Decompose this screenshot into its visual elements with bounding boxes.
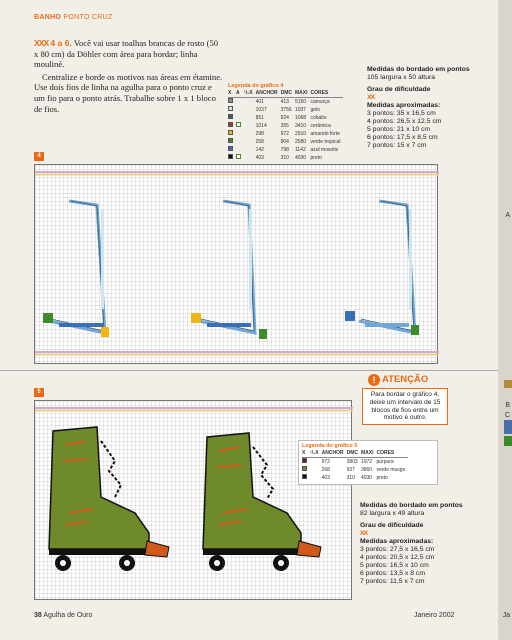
legend-cell: 310 xyxy=(346,474,355,481)
color-swatch-cell xyxy=(228,98,236,107)
legend-header: ANCHOR xyxy=(256,90,281,98)
spine-letter-b: B xyxy=(505,402,510,409)
page-footer-left xyxy=(34,612,92,619)
legend-row xyxy=(228,106,343,114)
legend-cell: 798 xyxy=(280,146,289,153)
approx-size-item: 4 pontos: 20,5 x 12,5 cm xyxy=(360,554,435,561)
approx-size-item: 3 pontos: 35 x 16,5 cm xyxy=(367,110,436,117)
spine-swatch xyxy=(504,436,512,446)
legend-cell: cerâmica xyxy=(310,122,331,129)
legend-table xyxy=(302,450,408,482)
scooter-pattern xyxy=(35,165,439,365)
half-stitch-cell xyxy=(244,98,256,107)
chart-number-5: 5 xyxy=(34,388,44,397)
backstitch-icon xyxy=(236,154,241,159)
approx-size-item: 5 pontos: 21 x 10 cm xyxy=(367,126,431,133)
legend-title: Legenda do gráfico 5 xyxy=(302,443,358,449)
color-swatch xyxy=(302,458,307,463)
color-swatch xyxy=(228,106,233,111)
color-swatch xyxy=(228,114,233,119)
intro-paragraph xyxy=(34,38,224,70)
scooter-motif-2 xyxy=(191,201,267,339)
backstitch-cell xyxy=(236,130,244,138)
legend-cell: 298 xyxy=(255,130,264,137)
half-stitch-cell xyxy=(244,138,256,146)
header-brand: BANHO xyxy=(34,14,62,21)
legend-cell: preto xyxy=(310,154,322,161)
stitch-size-value: 105 largura x 50 altura xyxy=(367,74,436,81)
rollerskate-motif-1 xyxy=(49,427,169,571)
intro-text-1: Você vai usar toalhas brancas de rosto (50 x 80 cm) da Döhler com área para bordar; linha mouliné. xyxy=(34,38,219,70)
legend-header: MAXI xyxy=(295,90,311,98)
rollerskate-pattern xyxy=(35,401,353,601)
backstitch-cell xyxy=(236,122,244,130)
legend-cell: 1014 xyxy=(255,122,267,129)
legend-cell: 2910 xyxy=(294,130,307,137)
color-swatch-cell xyxy=(228,130,236,138)
legend-cell: 924 xyxy=(280,114,289,121)
legend-cell: preto xyxy=(376,474,388,481)
legend-row xyxy=(302,466,408,474)
intro-text-2: Centralize e borde os motivos nas áreas em étamine. Use dois fios de linha na agulha para o ponto cruz e um fio para o ponto atrás. Trabalhe sobre 1 x 1 bloco de fios. xyxy=(34,71,223,114)
legend-header: DMC xyxy=(347,450,361,458)
binding-edge xyxy=(498,0,512,640)
legend-cell: 413 xyxy=(280,98,289,105)
difficulty-marks: XX xyxy=(367,94,375,101)
legend-header: ANCHOR xyxy=(322,450,347,458)
legend-cell: azul mosotis xyxy=(310,146,339,153)
page-header xyxy=(34,14,113,21)
legend-cell: 937 xyxy=(346,466,355,473)
legend-header: X xyxy=(228,90,236,98)
color-swatch xyxy=(228,154,233,159)
legend-header: ¹/₂X xyxy=(310,450,322,458)
legend-row xyxy=(228,154,343,162)
legend-cell: 5150 xyxy=(294,98,307,105)
color-swatch-cell xyxy=(228,138,236,146)
backstitch-cell xyxy=(236,138,244,146)
legend-cell: 3860 xyxy=(360,466,373,473)
half-stitch-cell xyxy=(310,466,322,474)
legend-header: ¹/₂X xyxy=(244,90,256,98)
approx-size-item: 4 pontos: 26,5 x 12,5 cm xyxy=(367,118,442,125)
legend-header: CORES xyxy=(376,450,408,458)
approx-size-item: 6 pontos: 17,5 x 8,5 cm xyxy=(367,134,438,141)
legend-row xyxy=(302,474,408,482)
difficulty-symbol: XXX xyxy=(34,38,49,48)
legend-row xyxy=(228,130,343,138)
attention-heading xyxy=(368,371,428,389)
color-swatch-cell xyxy=(302,474,310,482)
legend-cell: verde tropical xyxy=(310,138,341,145)
legend-cell: verde musgo xyxy=(376,466,406,473)
stitch-size-value: 82 largura x 49 altura xyxy=(360,510,425,517)
approx-size-item: 5 pontos: 16,5 x 10 cm xyxy=(360,562,429,569)
spine-letter-a: A xyxy=(505,212,510,219)
approx-sizes xyxy=(367,110,487,150)
legend-row xyxy=(228,122,343,130)
legend-row xyxy=(228,146,343,154)
legend-cell: gelo xyxy=(310,106,320,113)
legend-chart-5 xyxy=(298,440,438,485)
approx-sizes xyxy=(360,546,490,586)
legend-table xyxy=(228,90,343,162)
legend-row xyxy=(228,138,343,146)
legend-cell: 268 xyxy=(321,466,330,473)
approx-size-item: 6 pontos: 13,5 x 8 cm xyxy=(360,570,425,577)
color-swatch-cell xyxy=(228,154,236,162)
info-chart-5 xyxy=(360,502,490,586)
legend-cell: amarelo forte xyxy=(310,130,340,137)
spine-letter-ja: Ja xyxy=(502,612,510,619)
intro-text xyxy=(34,38,224,116)
scooter-motif-1 xyxy=(43,201,109,337)
chart-4-grid xyxy=(34,164,438,364)
backstitch-cell xyxy=(236,146,244,154)
legend-cell: 403 xyxy=(255,154,264,161)
legend-cell: 3756 xyxy=(280,106,292,113)
backstitch-cell xyxy=(236,98,244,107)
color-swatch xyxy=(302,474,307,479)
stitch-size-heading: Medidas do bordado em pontos xyxy=(360,502,463,509)
legend-cell: 2580 xyxy=(294,138,307,145)
backstitch-icon xyxy=(236,122,241,127)
legend-row xyxy=(302,458,408,467)
backstitch-cell xyxy=(236,114,244,122)
attention-note: Para bordar o gráfico 4, deixe um intervalo de 15 blocos de fios entre um motivo e outro. xyxy=(362,388,448,425)
chart-number-4: 4 xyxy=(34,152,44,161)
attention-title: ATENÇÃO xyxy=(382,374,429,386)
legend-cell: 1972 xyxy=(360,458,373,465)
legend-cell: 1068 xyxy=(294,114,307,121)
half-stitch-cell xyxy=(310,458,322,467)
approx-size-item: 3 pontos: 27,5 x 16,5 cm xyxy=(360,546,435,553)
backstitch-cell xyxy=(236,154,244,162)
legend-title: Legenda do gráfico 4 xyxy=(228,83,284,89)
legend-cell: 355 xyxy=(280,122,289,129)
legend-cell: 904 xyxy=(280,138,289,145)
color-swatch-cell xyxy=(228,114,236,122)
legend-cell: 401 xyxy=(255,98,264,105)
legend-cell: 1142 xyxy=(294,146,306,153)
issue-date: Janeiro 2002 xyxy=(414,612,455,619)
spine-swatch xyxy=(504,380,512,388)
magazine-name: Agulha de Ouro xyxy=(43,612,93,619)
spine-swatch xyxy=(504,420,512,434)
legend-cell: púrpura xyxy=(376,458,394,465)
legend-header: X xyxy=(302,450,310,458)
legend-header: CORES xyxy=(310,90,343,98)
legend-cell: 3410 xyxy=(294,122,307,129)
header-section: PONTO CRUZ xyxy=(63,14,113,21)
half-stitch-cell xyxy=(244,130,256,138)
color-swatch xyxy=(302,466,307,471)
approx-size-item: 7 pontos: 15 x 7 cm xyxy=(367,142,427,149)
color-swatch-cell xyxy=(302,466,310,474)
approx-heading: Medidas aproximadas: xyxy=(367,102,441,109)
color-swatch xyxy=(228,98,233,103)
legend-cell: cobalto xyxy=(310,114,327,121)
difficulty-marks: XX xyxy=(360,530,368,537)
half-stitch-cell xyxy=(244,106,256,114)
half-stitch-cell xyxy=(244,122,256,130)
legend-cell: 310 xyxy=(280,154,289,161)
half-stitch-cell xyxy=(310,474,322,482)
half-stitch-cell xyxy=(244,154,256,162)
legend-header: MAXI xyxy=(361,450,377,458)
legend-cell: 403 xyxy=(321,474,330,481)
color-swatch-cell xyxy=(228,146,236,154)
color-swatch-cell xyxy=(228,122,236,130)
legend-cell: 3803 xyxy=(346,458,358,465)
legend-cell: camurça xyxy=(310,98,330,105)
color-swatch xyxy=(228,138,233,143)
legend-cell: 972 xyxy=(321,458,330,465)
color-swatch-cell xyxy=(302,458,310,467)
legend-row xyxy=(228,98,343,107)
legend-cell: 972 xyxy=(280,130,289,137)
legend-header: DMC xyxy=(281,90,295,98)
chart-range: 4 a 6. xyxy=(50,38,72,48)
info-chart-4 xyxy=(367,66,487,150)
color-swatch xyxy=(228,146,233,151)
alert-icon: ! xyxy=(368,374,380,386)
scooter-motif-3 xyxy=(345,201,419,335)
legend-cell: 851 xyxy=(255,114,264,121)
half-stitch-cell xyxy=(244,146,256,154)
difficulty-heading: Grau de dificuldade xyxy=(367,86,431,93)
stitch-size-heading: Medidas do bordado em pontos xyxy=(367,66,470,73)
approx-heading: Medidas aproximadas: xyxy=(360,538,434,545)
legend-header: A xyxy=(236,90,244,98)
page-number: 38 xyxy=(34,612,42,619)
backstitch-cell xyxy=(236,106,244,114)
color-swatch xyxy=(228,130,233,135)
spine-letter-c: C xyxy=(504,412,510,419)
legend-cell: 1037 xyxy=(294,106,307,113)
chart-5-grid xyxy=(34,400,352,600)
legend-chart-4 xyxy=(228,83,368,162)
approx-size-item: 7 pontos: 11,5 x 7 cm xyxy=(360,578,425,585)
legend-cell: 4030 xyxy=(360,474,373,481)
half-stitch-cell xyxy=(244,114,256,122)
difficulty-heading: Grau de dificuldade xyxy=(360,522,424,529)
legend-cell: 1037 xyxy=(255,106,267,113)
legend-row xyxy=(228,114,343,122)
legend-cell: 258 xyxy=(255,138,264,145)
color-swatch-cell xyxy=(228,106,236,114)
legend-cell: 142 xyxy=(255,146,264,153)
legend-cell: 4030 xyxy=(294,154,307,161)
color-swatch xyxy=(228,122,233,127)
